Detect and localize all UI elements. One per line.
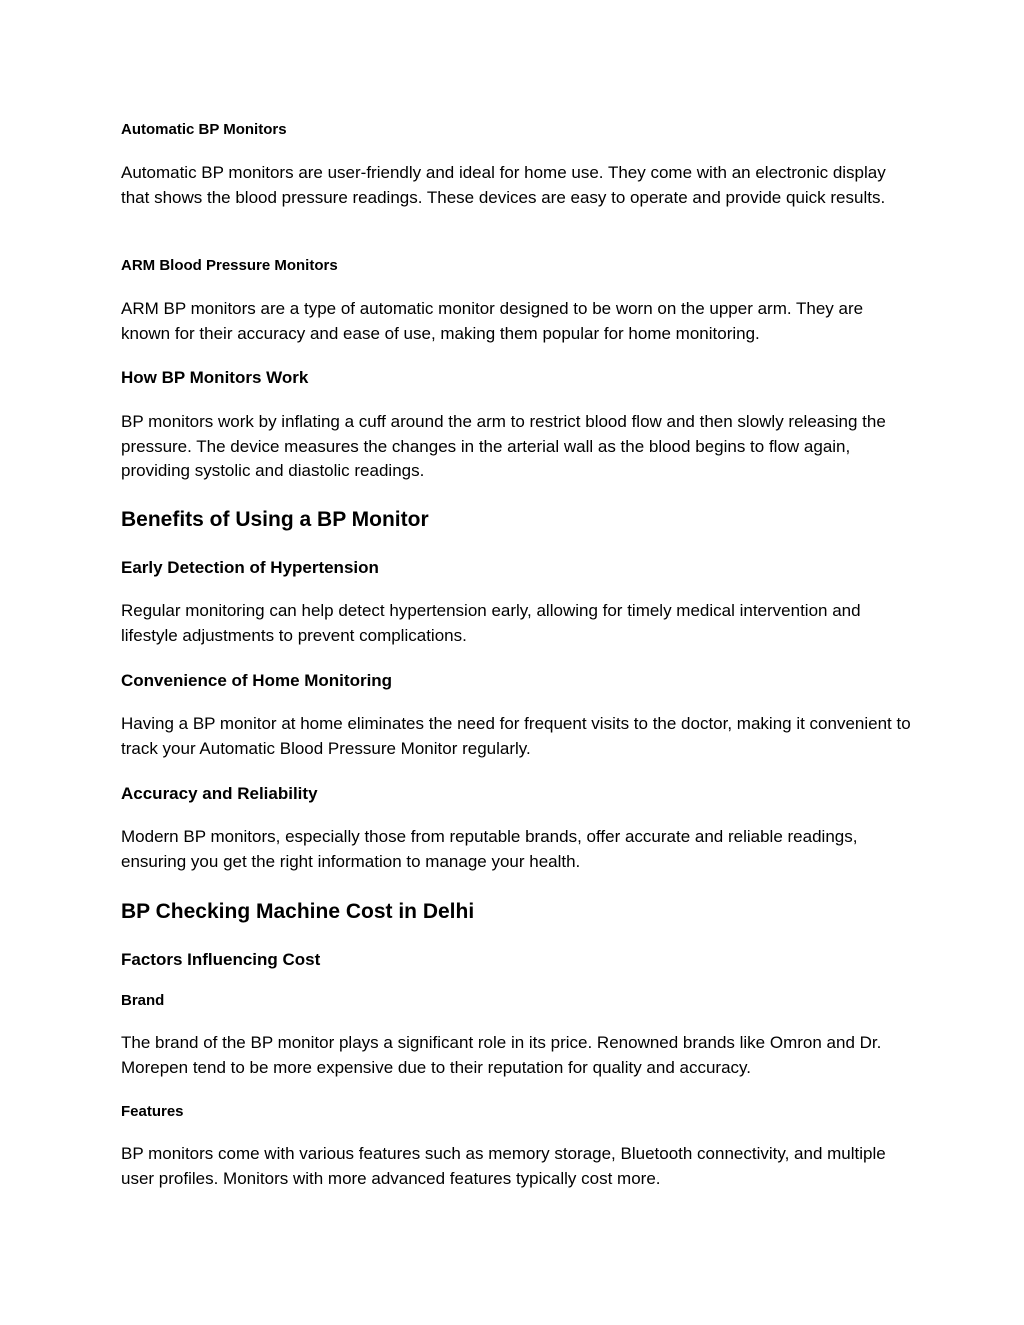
heading-benefits-of-using-a-bp-monitor: Benefits of Using a BP Monitor <box>121 508 429 531</box>
heading-arm-blood-pressure-monitors: ARM Blood Pressure Monitors <box>121 257 338 274</box>
paragraph-brand: The brand of the BP monitor plays a significant role in its price. Renowned brands like Omron and Dr. Morepen tend to be more expensive due to their reputation for quality and accuracy. <box>121 1033 882 1077</box>
paragraph-arm-blood-pressure-monitors: ARM BP monitors are a type of automatic monitor designed to be worn on the upper arm. They are known for their accuracy and ease of use, making them popular for home monitoring. <box>121 299 864 343</box>
heading-automatic-bp-monitors: Automatic BP Monitors <box>121 121 287 138</box>
heading-early-detection-of-hypertension: Early Detection of Hypertension <box>121 558 379 577</box>
paragraph-accuracy-and-reliability: Modern BP monitors, especially those from reputable brands, offer accurate and reliable readings, ensuring you get the right information to manage your health. <box>121 827 858 871</box>
heading-how-bp-monitors-work: How BP Monitors Work <box>121 368 309 387</box>
heading-brand: Brand <box>121 992 165 1009</box>
paragraph-automatic-bp-monitors: Automatic BP monitors are user-friendly and ideal for home use. They come with an electronic display that shows the blood pressure readings. These devices are easy to operate and provide quick results. <box>121 163 886 207</box>
paragraph-convenience-of-home-monitoring: Having a BP monitor at home eliminates the need for frequent visits to the doctor, making it convenient to track your Automatic Blood Pressure Monitor regularly. <box>121 714 911 758</box>
heading-accuracy-and-reliability: Accuracy and Reliability <box>121 784 318 803</box>
paragraph-early-detection-of-hypertension: Regular monitoring can help detect hypertension early, allowing for timely medical intervention and lifestyle adjustments to prevent complications. <box>121 601 861 645</box>
heading-factors-influencing-cost: Factors Influencing Cost <box>121 950 321 969</box>
heading-features: Features <box>121 1103 184 1120</box>
heading-bp-checking-machine-cost-in-delhi: BP Checking Machine Cost in Delhi <box>121 900 475 923</box>
paragraph-features: BP monitors come with various features such as memory storage, Bluetooth connectivity, and multiple user profiles. Monitors with more advanced features typically cost more. <box>121 1144 886 1188</box>
heading-convenience-of-home-monitoring: Convenience of Home Monitoring <box>121 671 393 690</box>
paragraph-how-bp-monitors-work: BP monitors work by inflating a cuff around the arm to restrict blood flow and then slowly releasing the pressure. The device measures the changes in the arterial wall as the blood begins to flow again, providing systolic and diastolic readings. <box>121 412 886 480</box>
